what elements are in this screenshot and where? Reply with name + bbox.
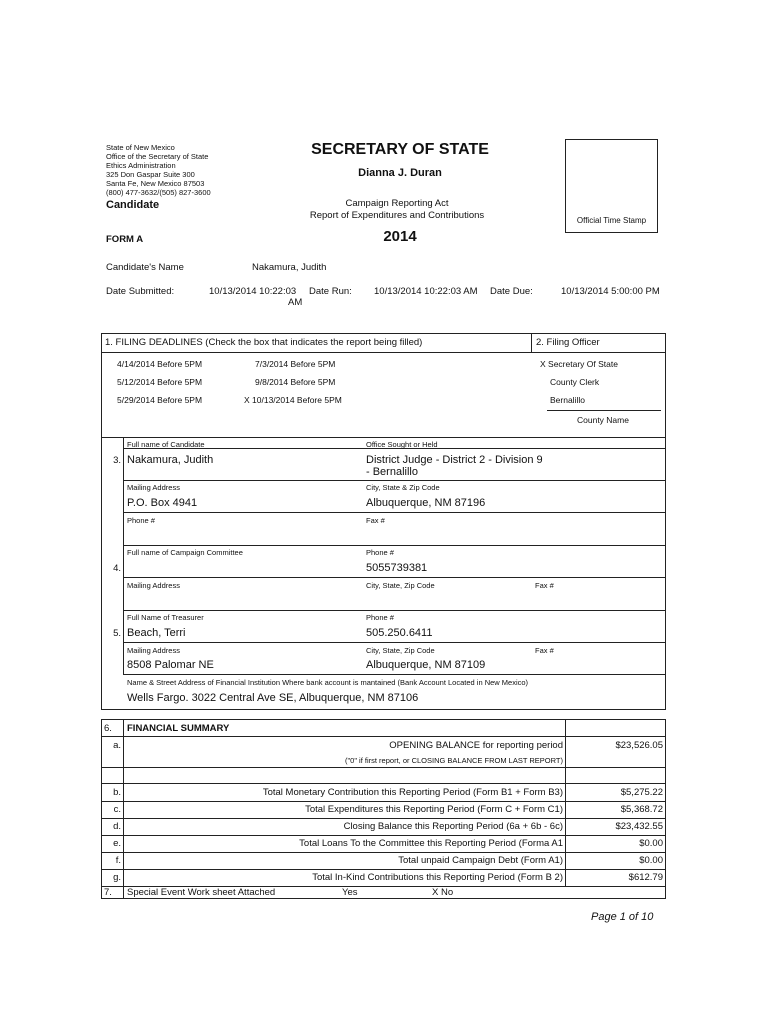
- table-row: [101, 869, 666, 886]
- report-year: 2014: [383, 228, 417, 245]
- officer-title: 2. Filing Officer: [536, 337, 600, 348]
- section-number: 6.: [104, 723, 112, 734]
- date-submitted-label: Date Submitted:: [106, 286, 175, 297]
- candidate-name-label: Candidate's Name: [106, 262, 184, 273]
- fax-label: Fax #: [366, 516, 385, 525]
- date-due-label: Date Due:: [490, 286, 533, 297]
- candidate-mailing: P.O. Box 4941: [127, 497, 198, 509]
- candidate-city: Albuquerque, NM 87196: [366, 497, 486, 509]
- candidate-heading: Candidate: [106, 199, 160, 211]
- section-number: 7.: [104, 887, 112, 898]
- deadline-option[interactable]: 5/29/2014 Before 5PM: [117, 395, 203, 405]
- act-label: Campaign Reporting Act: [345, 198, 449, 209]
- deadline-option[interactable]: 9/8/2014 Before 5PM: [255, 377, 336, 387]
- deadline-option[interactable]: 7/3/2014 Before 5PM: [255, 359, 336, 369]
- date-due: 10/13/2014 5:00:00 PM: [561, 286, 660, 297]
- treasurer-phone: 505.250.6411: [366, 627, 433, 639]
- deadline-option[interactable]: 5/12/2014 Before 5PM: [117, 377, 203, 387]
- city-label: City, State & Zip Code: [366, 483, 440, 492]
- mailing-label: Mailing Address: [127, 483, 180, 492]
- table-row: [101, 784, 666, 802]
- treasurer-mailing: 8508 Palomar NE: [127, 659, 214, 671]
- deadline-option[interactable]: 4/14/2014 Before 5PM: [117, 359, 203, 369]
- committee-phone: 5055739381: [366, 562, 428, 574]
- row-label: Total Monetary Contribution this Reporting Period (Form B1 + Form B3): [262, 787, 563, 798]
- mailing-label: Mailing Address: [127, 646, 180, 655]
- row-value: $612.79: [628, 872, 663, 883]
- row-label: Total Expenditures this Reporting Period (Form C + Form C1): [305, 804, 563, 815]
- financial-title: FINANCIAL SUMMARY: [127, 723, 230, 734]
- row-letter: g.: [113, 872, 121, 883]
- agency-line: (800) 477-3632/(505) 827-3600: [106, 188, 211, 197]
- mailing-label: Mailing Address: [127, 581, 180, 590]
- treasurer-name: Beach, Terri: [127, 627, 186, 639]
- office-label: Office Sought or Held: [366, 440, 438, 449]
- deadlines-title: 1. FILING DEADLINES (Check the box that indicates the report being filled): [105, 337, 423, 348]
- agency-address: [106, 143, 266, 197]
- row-letter: c.: [113, 804, 121, 815]
- officer-option[interactable]: County Clerk: [550, 377, 600, 387]
- row-letter: e.: [113, 838, 121, 849]
- opening-label: OPENING BALANCE for reporting period: [389, 740, 563, 751]
- bank-label: Name & Street Address of Financial Institution Where bank account is mantained (Bank Account Located in New Mexico): [127, 678, 529, 687]
- special-no-option[interactable]: X No: [432, 887, 454, 898]
- report-label: Report of Expenditures and Contributions: [309, 210, 485, 221]
- date-run-am: AM: [288, 297, 303, 308]
- fax-label: Fax #: [535, 646, 554, 655]
- section-number: 5.: [113, 628, 121, 639]
- stamp-label: Official Time Stamp: [576, 216, 647, 225]
- agency-line: Office of the Secretary of State: [106, 152, 209, 161]
- candidate-name: Nakamura, Judith: [252, 262, 327, 273]
- row-letter: f.: [115, 855, 121, 866]
- row-label: Total Loans To the Committee this Reporting Period (Forma A1: [299, 838, 563, 849]
- row-value: $0.00: [639, 855, 663, 866]
- committee-label: Full name of Campaign Committee: [127, 548, 243, 557]
- opening-note: ("0" if first report, or CLOSING BALANCE FROM LAST REPORT): [344, 756, 563, 765]
- table-row: [101, 818, 666, 836]
- row-letter: a.: [113, 740, 121, 751]
- deadline-option-selected[interactable]: X 10/13/2014 Before 5PM: [244, 395, 342, 405]
- office-sought: District Judge - District 2 - Division 9 - Bernalillo: [366, 454, 543, 478]
- row-value: $0.00: [639, 838, 663, 849]
- time-stamp-box: [565, 139, 658, 233]
- agency-line: 325 Don Gaspar Suite 300: [106, 170, 195, 179]
- county-label: County Name: [577, 415, 629, 425]
- row-letter: d.: [113, 821, 121, 832]
- official-name: Dianna J. Duran: [358, 167, 442, 179]
- phone-label: Phone #: [127, 516, 155, 525]
- special-yes-option[interactable]: Yes: [342, 887, 358, 898]
- row-label: Total In-Kind Contributions this Reporting Period (Form B 2): [312, 872, 563, 883]
- page-title: SECRETARY OF STATE: [311, 141, 489, 158]
- table-row: [101, 835, 666, 853]
- agency-line: Ethics Administration: [106, 161, 176, 170]
- row-label: Total unpaid Campaign Debt (Form A1): [398, 855, 563, 866]
- fax-label: Fax #: [535, 581, 554, 590]
- city-label: City, State, Zip Code: [366, 646, 435, 655]
- form-label: FORM A: [106, 234, 144, 245]
- row-label: Closing Balance this Reporting Period (6a + 6b - 6c): [343, 821, 563, 832]
- date-run-label: Date Run:: [309, 286, 352, 297]
- county-value: Bernalillo: [550, 395, 585, 405]
- date-run: 10/13/2014 10:22:03 AM: [374, 286, 478, 297]
- bank-address: Wells Fargo. 3022 Central Ave SE, Albuquerque, NM 87106: [127, 692, 419, 704]
- table-row: [101, 852, 666, 870]
- treasurer-label: Full Name of Treasurer: [127, 613, 204, 622]
- row-value: $23,432.55: [615, 821, 663, 832]
- city-label: City, State, Zip Code: [366, 581, 435, 590]
- row-value: $5,275.22: [620, 787, 663, 798]
- special-event-label: Special Event Work sheet Attached: [127, 887, 276, 898]
- opening-value: $23,526.05: [615, 740, 663, 751]
- treasurer-city: Albuquerque, NM 87109: [366, 659, 486, 671]
- section-number: 4.: [113, 563, 121, 574]
- candidate-full-name: Nakamura, Judith: [127, 454, 214, 466]
- agency-line: Santa Fe, New Mexico 87503: [106, 179, 205, 188]
- page-number: Page 1 of 10: [591, 911, 654, 923]
- table-row: [101, 801, 666, 819]
- officer-option-selected[interactable]: X Secretary Of State: [540, 359, 618, 369]
- full-name-label: Full name of Candidate: [127, 440, 205, 449]
- section-number: 3.: [113, 455, 121, 466]
- row-letter: b.: [113, 787, 121, 798]
- table-top-border: [101, 719, 666, 720]
- agency-line: State of New Mexico: [106, 143, 175, 152]
- row-value: $5,368.72: [620, 804, 663, 815]
- phone-label: Phone #: [366, 548, 394, 557]
- phone-label: Phone #: [366, 613, 394, 622]
- date-submitted: 10/13/2014 10:22:03: [209, 286, 297, 297]
